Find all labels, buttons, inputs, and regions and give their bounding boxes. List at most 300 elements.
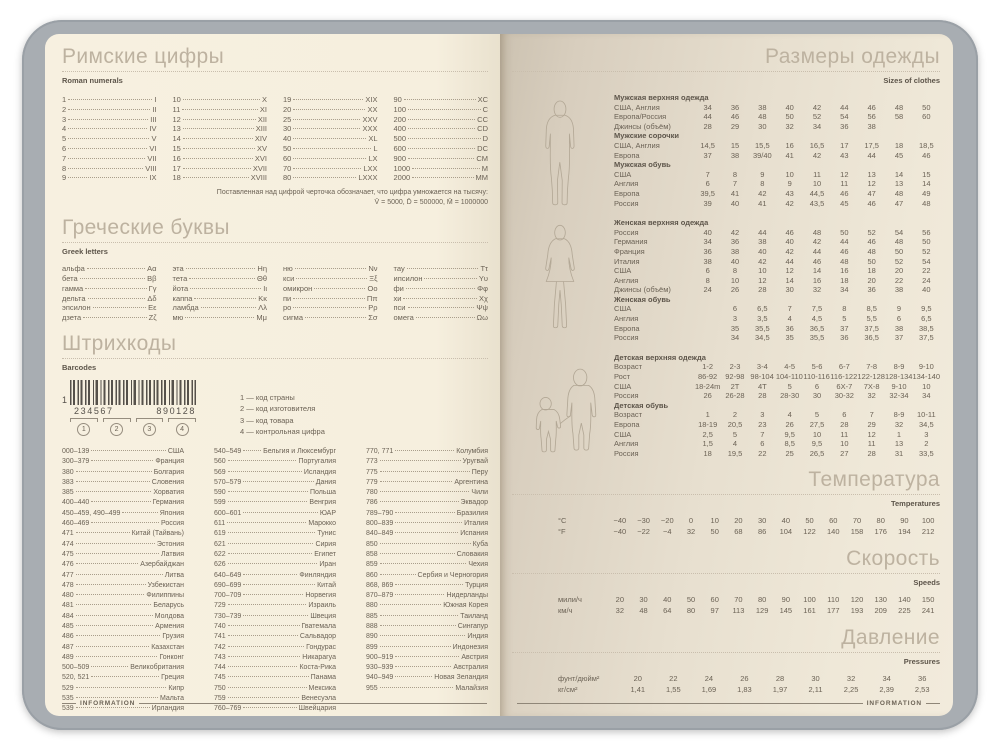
size-value: 10 (785, 169, 794, 179)
size-row (614, 382, 940, 392)
country-code: 690–699 (214, 581, 242, 589)
size-value: 41 (730, 188, 740, 198)
letter-name: тау (393, 264, 405, 274)
unit-value: 1,83 (737, 685, 752, 695)
roman-number: CD (477, 124, 488, 134)
roman-number: LXXX (358, 173, 378, 183)
unit-value: 20 (633, 674, 642, 684)
country-row (366, 457, 488, 467)
size-value: 54 (922, 256, 931, 266)
barcode-marker-number: 1 (77, 423, 90, 436)
size-row (614, 199, 940, 209)
dot-leader (182, 109, 258, 110)
size-row-label: США, Англия (614, 102, 660, 112)
size-value: 14,5 (700, 140, 715, 150)
section-divider (512, 71, 940, 72)
size-value: 32-34 (889, 391, 909, 401)
country-name: Бельгия и Люксембург (263, 447, 336, 455)
country-code: 478 (62, 581, 74, 589)
country-name: Чехия (468, 561, 488, 569)
letter-glyphs: Ηη (257, 264, 267, 274)
size-value: 8,5 (866, 304, 877, 314)
letter-glyphs: Δδ (147, 293, 157, 303)
country-name: Венесуэла (301, 695, 336, 703)
size-value (694, 314, 721, 324)
size-row-label: Европа (614, 323, 640, 333)
size-value: 30-32 (834, 391, 854, 401)
size-row (614, 314, 940, 324)
dot-leader (189, 278, 255, 279)
size-value: 10-11 (917, 410, 936, 420)
size-value: 54 (894, 227, 904, 237)
unit-value: 26 (740, 674, 749, 684)
letter-row (173, 303, 268, 313)
dot-leader (91, 450, 166, 451)
country-code: 775 (366, 468, 378, 476)
size-value: 46 (840, 246, 849, 256)
section-divider (512, 494, 940, 495)
country-name: Израиль (308, 602, 336, 610)
size-value: 29 (867, 420, 876, 429)
unit-value: 30 (757, 516, 767, 526)
size-value: 39,5 (700, 188, 715, 198)
dot-leader (228, 501, 308, 502)
letter-row (394, 284, 489, 294)
section-speed (512, 548, 940, 616)
dot-leader (293, 128, 360, 129)
size-value: 18-24m (694, 381, 721, 391)
country-name: Австралия (453, 664, 488, 672)
country-code: 569 (214, 468, 226, 476)
unit-label: кг/см² (558, 685, 578, 695)
section-pressure (512, 627, 940, 695)
country-name: Марокко (308, 520, 336, 528)
dot-leader (408, 119, 475, 120)
size-row-label: Англия (614, 275, 639, 285)
size-value: 13 (867, 169, 876, 179)
size-value: 23 (758, 420, 767, 429)
dot-leader (314, 288, 365, 289)
size-value: 35,5 (809, 333, 825, 343)
country-code: 540–549 (214, 447, 242, 455)
dot-leader (395, 666, 451, 667)
unit-value: 0 (688, 516, 694, 526)
arabic-number: 4 (62, 124, 67, 134)
size-value: 30 (812, 391, 822, 401)
size-row-label: Германия (614, 237, 648, 247)
country-name: Сирия (315, 540, 336, 548)
dot-leader (76, 594, 145, 595)
dot-leader (87, 268, 145, 269)
letter-row (62, 313, 157, 323)
numeral-row (283, 95, 378, 105)
size-value: 92-98 (725, 372, 745, 382)
size-value: 42 (785, 198, 794, 208)
barcode-legend-item: 1 — код страны (240, 392, 295, 402)
dot-leader (404, 99, 476, 100)
letter-name: ипсилон (393, 273, 423, 283)
unit-value: 50 (686, 595, 696, 605)
numeral-row (62, 115, 157, 125)
size-value: 32 (867, 391, 876, 401)
roman-number: DC (477, 143, 488, 153)
greek-letters-table (62, 264, 488, 323)
letter-name: омикрон (283, 283, 313, 293)
roman-number: XI (259, 104, 267, 114)
roman-column (173, 95, 268, 183)
size-group-heading: Мужская верхняя одежда (614, 93, 709, 102)
unit-value: 2,25 (843, 685, 859, 695)
size-group (614, 353, 940, 401)
country-code: 860 (366, 571, 378, 579)
unit-value: 32 (686, 527, 696, 537)
size-value: 39 (703, 198, 712, 208)
dot-leader (424, 278, 476, 279)
numeral-row (283, 134, 378, 144)
country-code: 480 (62, 592, 74, 600)
size-value: 30 (758, 121, 767, 131)
country-code: 484 (62, 612, 74, 620)
size-value: 38 (730, 246, 740, 256)
unit-value: 120 (850, 595, 864, 605)
unit-value: 90 (781, 595, 791, 605)
country-code: 485 (62, 623, 74, 630)
section-title-greek: Греческие буквы (62, 216, 230, 240)
dot-leader (83, 317, 146, 318)
dot-leader (243, 707, 296, 708)
roman-number: CC (477, 114, 488, 124)
section-divider (62, 358, 488, 359)
dot-leader (243, 450, 261, 451)
section-subtitle-pressure: Pressures (903, 657, 940, 667)
country-row (62, 591, 184, 601)
country-code: 773 (366, 458, 378, 466)
size-group-heading: Женская обувь (614, 294, 671, 304)
barcode-bars-row (62, 380, 196, 405)
letter-row (173, 294, 268, 304)
size-value: 26 (730, 285, 740, 295)
size-value: 50 (894, 246, 904, 256)
country-name: Швейцария (298, 705, 336, 713)
size-value: 15,5 (755, 140, 770, 150)
dot-leader (395, 532, 458, 533)
size-row-label: Джинсы (объём) (614, 121, 671, 131)
size-value: 2,5 (702, 429, 713, 439)
barcode-legend-item: 2 — код изготовителя (240, 404, 316, 414)
size-value: 34,5 (755, 333, 770, 343)
size-value: 40 (922, 285, 931, 295)
size-value: 19,5 (727, 448, 743, 458)
dot-leader (380, 615, 459, 616)
dot-leader (190, 288, 261, 289)
pressure-table (558, 673, 940, 695)
letter-row (62, 294, 157, 304)
unit-value: 1,97 (772, 685, 788, 695)
country-name: Сингапур (457, 623, 488, 630)
footer-label: INFORMATION (866, 700, 922, 707)
dot-leader (76, 635, 161, 636)
country-row (214, 612, 336, 622)
unit-value: 1,41 (630, 685, 646, 695)
footer-rule (517, 703, 863, 704)
numeral-row (283, 154, 378, 164)
letter-row (62, 303, 157, 313)
letter-name: ню (283, 264, 293, 274)
unit-value: 60 (710, 595, 719, 605)
dot-leader (408, 128, 475, 129)
size-value: 13 (894, 179, 904, 189)
letter-name: ро (283, 303, 292, 313)
size-value: 14 (894, 169, 904, 179)
country-name: Беларусь (153, 602, 184, 610)
roman-number: III (150, 114, 157, 124)
size-value: 10 (758, 266, 767, 276)
unit-label: фунт/дюйм² (558, 674, 600, 684)
size-value: 29 (730, 121, 740, 131)
numeral-row (62, 154, 157, 164)
size-group (614, 93, 940, 131)
country-code: 700–709 (214, 592, 242, 600)
size-row (614, 285, 940, 295)
size-value: 10 (812, 179, 822, 189)
unit-value: 194 (898, 527, 911, 537)
size-value: 12 (785, 266, 794, 276)
country-name: Португалия (298, 458, 336, 466)
country-name: Греция (161, 674, 184, 682)
dot-leader (295, 268, 367, 269)
country-code: 476 (62, 561, 74, 569)
country-code: 730–739 (214, 612, 242, 620)
size-value: 48 (894, 237, 904, 247)
dot-leader (68, 158, 145, 159)
country-name: Бразилия (456, 509, 488, 517)
unit-value: 104 (779, 527, 793, 537)
size-value: 5 (787, 381, 792, 391)
numeral-row (173, 154, 268, 164)
country-name: Латвия (161, 550, 184, 558)
letter-name: альфа (62, 264, 85, 274)
section-divider (62, 71, 488, 72)
dot-leader (76, 646, 150, 647)
size-value: 40 (730, 198, 740, 208)
size-group-rows (614, 362, 940, 400)
size-value: 44 (867, 150, 876, 160)
size-value: 20,5 (727, 420, 743, 429)
size-value: 36 (840, 121, 849, 131)
barcode-bracket (70, 418, 98, 422)
size-row-label: США (614, 304, 632, 314)
size-row (614, 179, 940, 189)
dot-leader (76, 574, 163, 575)
size-value: 9,5 (811, 439, 823, 449)
country-code: 590 (214, 489, 226, 497)
size-group (614, 160, 940, 208)
size-value: 134-140 (912, 372, 940, 382)
roman-number: VII (147, 153, 157, 163)
dot-leader (408, 158, 474, 159)
country-code: 888 (366, 623, 378, 630)
greek-column (283, 264, 378, 323)
size-value: 50 (922, 102, 931, 112)
size-value: 46 (840, 188, 849, 198)
country-row (214, 540, 336, 550)
dot-leader (228, 460, 297, 461)
size-value: 7 (705, 169, 710, 179)
country-row (366, 581, 488, 591)
dot-leader (186, 268, 256, 269)
size-value: 16 (812, 275, 822, 285)
size-group (614, 131, 940, 160)
country-code: 741 (214, 633, 226, 641)
dot-leader (76, 625, 153, 626)
size-value: 9 (787, 179, 792, 189)
country-name: Гондурас (306, 643, 336, 651)
country-name: Перу (471, 468, 488, 476)
size-value: 35,5 (755, 323, 770, 333)
dot-leader (76, 532, 130, 533)
size-value: 46 (867, 102, 876, 112)
size-value: 12 (758, 275, 767, 285)
numeral-row (283, 105, 378, 115)
arabic-number: 18 (172, 173, 181, 183)
country-row (62, 519, 184, 529)
country-name: Казахстан (151, 643, 184, 651)
letter-glyphs: Νν (368, 264, 378, 274)
country-row (214, 653, 336, 663)
country-name: Эквадор (460, 499, 488, 507)
size-row (614, 449, 940, 459)
country-name: Нидерланды (446, 592, 488, 600)
greek-column (173, 264, 268, 323)
country-row (62, 468, 184, 478)
size-value: 7X-8 (863, 381, 880, 391)
roman-number: CM (476, 153, 488, 163)
unit-value: 68 (734, 527, 743, 537)
unit-value: 193 (850, 606, 864, 616)
country-row (366, 653, 488, 663)
dot-leader (293, 148, 371, 149)
unit-value: 70 (852, 516, 862, 526)
dot-leader (412, 177, 473, 178)
dot-leader (183, 168, 251, 169)
footer-rule (62, 703, 76, 704)
size-value: 8 (705, 275, 710, 285)
unit-value: −20 (660, 516, 674, 526)
size-value: 4 (732, 439, 738, 449)
dot-leader (243, 615, 308, 616)
size-value: 5-6 (811, 362, 823, 372)
country-code: 868, 869 (366, 581, 394, 589)
country-code: 622 (214, 550, 226, 558)
country-row (214, 601, 336, 611)
size-value: 8-9 (893, 362, 905, 372)
dot-leader (228, 553, 313, 554)
size-value: 26 (785, 420, 794, 429)
country-code: 955 (366, 684, 378, 692)
country-row (366, 673, 488, 683)
country-row (214, 643, 336, 653)
country-row (366, 488, 488, 498)
numeral-row (394, 115, 489, 125)
country-name: Россия (161, 520, 184, 528)
size-value: 9 (760, 169, 765, 179)
dot-leader (293, 177, 356, 178)
country-name: Финляндия (299, 571, 336, 579)
dot-leader (380, 563, 467, 564)
size-value: 7-8 (866, 362, 878, 372)
arabic-number: 19 (283, 95, 292, 104)
country-row (214, 509, 336, 519)
letter-name: мю (172, 313, 184, 323)
size-row-label: Россия (614, 198, 639, 208)
unit-value: 20 (615, 595, 625, 605)
country-code: 779 (366, 478, 378, 486)
country-code: 535 (62, 695, 74, 703)
letter-row (283, 284, 378, 294)
letter-row (62, 284, 157, 294)
country-code: 475 (62, 550, 74, 558)
letter-name: бета (62, 273, 78, 283)
country-name: Япония (159, 509, 184, 517)
dot-leader (76, 687, 167, 688)
dot-leader (293, 307, 366, 308)
unit-value: 64 (663, 606, 672, 616)
size-value: 36 (867, 285, 876, 295)
speed-table (558, 594, 940, 616)
size-value: 8 (732, 169, 738, 179)
size-value: 41 (785, 150, 794, 160)
country-code: 759 (214, 695, 226, 703)
size-value: 14 (785, 275, 794, 285)
country-row (214, 447, 336, 457)
size-value (913, 122, 940, 132)
size-row (614, 420, 940, 430)
country-name: Эстония (156, 540, 184, 548)
size-value: 5 (814, 410, 820, 420)
size-value: 24 (703, 285, 712, 295)
letter-name: дзета (62, 313, 82, 323)
roman-column (394, 95, 489, 183)
country-name: Кипр (168, 684, 184, 692)
country-code: 460–469 (62, 520, 90, 528)
size-row (614, 141, 940, 151)
size-value: 34 (703, 237, 712, 247)
country-row (62, 612, 184, 622)
numeral-row (173, 105, 268, 115)
arabic-number: 8 (62, 163, 67, 173)
country-row (366, 447, 488, 457)
numeral-row (394, 173, 489, 183)
roman-number: IX (149, 173, 157, 183)
country-row (62, 478, 184, 488)
size-row-label: Франция (614, 246, 645, 256)
dot-leader (227, 522, 306, 523)
arabic-number: 60 (283, 153, 292, 163)
section-title-pressure: Давление (841, 626, 940, 650)
barcode-marker (136, 418, 164, 436)
size-group (614, 401, 940, 459)
size-value: 2-3 (729, 362, 741, 372)
country-name: Таиланд (460, 612, 488, 620)
dot-leader (122, 512, 157, 513)
size-value: 4T (757, 381, 767, 391)
country-code: 000–139 (62, 447, 90, 455)
dot-leader (380, 574, 416, 575)
country-name: Великобритания (130, 664, 184, 672)
dot-leader (228, 676, 309, 677)
arabic-number: 12 (172, 114, 181, 124)
size-value: 8 (732, 266, 738, 276)
